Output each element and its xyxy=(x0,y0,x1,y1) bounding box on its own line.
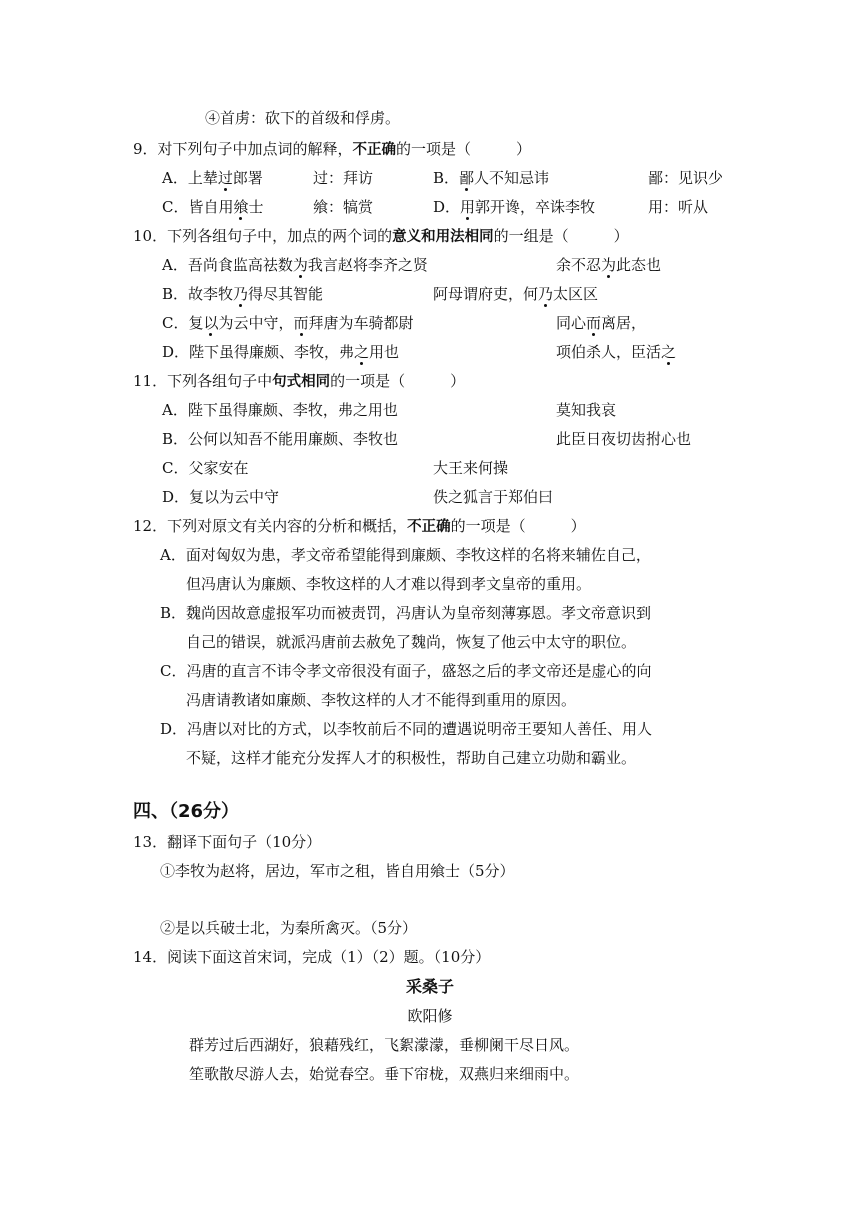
q11-option-a-left: A．陛下虽得廉颇、李牧，弗之用也 xyxy=(162,401,398,419)
q9-option-b: B．鄙人不知忌讳 xyxy=(433,169,550,187)
section-heading: 四、（26分） xyxy=(133,801,240,822)
dotted-word: 之 xyxy=(661,343,677,361)
q10-option-b-right: 阿母谓府吏，何乃太区区 xyxy=(433,285,599,303)
note-4: ④首虏：砍下的首级和俘虏。 xyxy=(205,109,401,127)
dotted-word: 之 xyxy=(354,343,370,361)
q9-option-c-gloss: 飨：犒赏 xyxy=(313,198,374,216)
q11-stem: 11．下列各组句子中句式相同的一项是（ ） xyxy=(133,372,466,390)
q12-option-d-line1: D．冯唐以对比的方式，以李牧前后不同的遭遇说明帝王要知人善任、用人 xyxy=(160,720,653,738)
dotted-word: 为 xyxy=(601,256,617,274)
q11-option-b-left: B．公何以知吾不能用廉颇、李牧也 xyxy=(162,430,399,448)
q10-option-d-right: 项伯杀人，臣活之 xyxy=(556,343,677,361)
q9-option-b-gloss: 鄙：见识少 xyxy=(648,169,724,187)
q12-option-a-line1: A．面对匈奴为患，孝文帝希望能得到廉颇、李牧这样的名将来辅佐自己， xyxy=(160,546,651,564)
q12-option-d-line2: 不疑，这样才能充分发挥人才的积极性，帮助自己建立功勋和霸业。 xyxy=(186,749,637,767)
q11-option-b-right: 此臣日夜切齿拊心也 xyxy=(556,430,692,448)
poem-author: 欧阳修 xyxy=(407,1007,453,1025)
dotted-word: 用 xyxy=(460,198,476,216)
poem-line-2: 笙歌散尽游人去，始觉春空。垂下帘栊，双燕归来细雨中。 xyxy=(189,1065,580,1083)
q9-option-d-gloss: 用：听从 xyxy=(648,198,709,216)
q11-option-c-left: C．父家安在 xyxy=(162,459,249,477)
q10-option-c-right: 同心而离居， xyxy=(556,314,647,332)
dotted-word: 乃 xyxy=(233,285,249,303)
dotted-word: 乃 xyxy=(538,285,554,303)
q10-option-c-left: C．复以为云中守，而拜唐为车骑都尉 xyxy=(162,314,414,332)
q12-option-c-line1: C．冯唐的直言不讳令孝文帝很没有面子，盛怒之后的孝文帝还是虚心的向 xyxy=(160,662,652,680)
q11-option-c-right: 大王来何操 xyxy=(433,459,509,477)
q11-option-a-right: 莫知我哀 xyxy=(556,401,617,419)
q13-sentence-1: ①李牧为赵将，居边，军市之租，皆自用飨士（5分） xyxy=(160,862,515,880)
q14-stem: 14．阅读下面这首宋词，完成（1）（2）题。（10分） xyxy=(133,948,491,966)
q10-stem: 10．下列各组句子中，加点的两个词的意义和用法相同的一组是（ ） xyxy=(133,227,629,245)
q10-option-a-left: A．吾尚食监高祛数为我言赵将李齐之贤 xyxy=(162,256,428,274)
q13-stem: 13．翻译下面句子（10分） xyxy=(133,833,322,851)
q12-option-a-line2: 但冯唐认为廉颇、李牧这样的人才难以得到孝文皇帝的重用。 xyxy=(186,575,592,593)
q12-option-b-line2: 自己的错误，就派冯唐前去赦免了魏尚，恢复了他云中太守的职位。 xyxy=(186,633,637,651)
dotted-word: 鄙 xyxy=(459,169,475,187)
q12-stem: 12．下列对原文有关内容的分析和概括，不正确的一项是（ ） xyxy=(133,517,586,535)
dotted-word: 以 xyxy=(203,314,219,332)
q13-sentence-2: ②是以兵破士北，为秦所禽灭。（5分） xyxy=(160,919,418,937)
q12-option-b-line1: B．魏尚因故意虚报军功而被责罚，冯唐认为皇帝刻薄寡恩。孝文帝意识到 xyxy=(160,604,652,622)
q9-option-d: D．用郭开谗，卒诛李牧 xyxy=(433,198,596,216)
q11-option-d-right: 佚之狐言于郑伯曰 xyxy=(433,488,554,506)
q9-stem: 9．对下列句子中加点词的解释，不正确的一项是（ ） xyxy=(133,140,532,158)
q9-option-a-gloss: 过：拜访 xyxy=(313,169,374,187)
q12-option-c-line2: 冯唐请教诸如廉颇、李牧这样的人才不能得到重用的原因。 xyxy=(186,691,577,709)
poem-title: 采桑子 xyxy=(405,977,454,996)
dotted-word: 过 xyxy=(217,169,233,187)
q10-option-b-left: B．故李牧乃得尽其智能 xyxy=(162,285,324,303)
q10-option-d-left: D．陛下虽得廉颇、李牧，弗之用也 xyxy=(162,343,400,361)
dotted-word: 而 xyxy=(586,314,602,332)
dotted-word: 飨 xyxy=(233,198,249,216)
q11-option-d-left: D．复以为云中守 xyxy=(162,488,280,506)
dotted-word: 为 xyxy=(292,256,308,274)
poem-line-1: 群芳过后西湖好，狼藉残红，飞絮濛濛，垂柳阑干尽日风。 xyxy=(189,1036,580,1054)
q9-option-c: C．皆自用飨士 xyxy=(162,198,264,216)
dotted-word: 而 xyxy=(293,314,309,332)
q10-option-a-right: 余不忍为此态也 xyxy=(556,256,662,274)
q9-option-a: A．上辇过郎署 xyxy=(162,169,263,187)
